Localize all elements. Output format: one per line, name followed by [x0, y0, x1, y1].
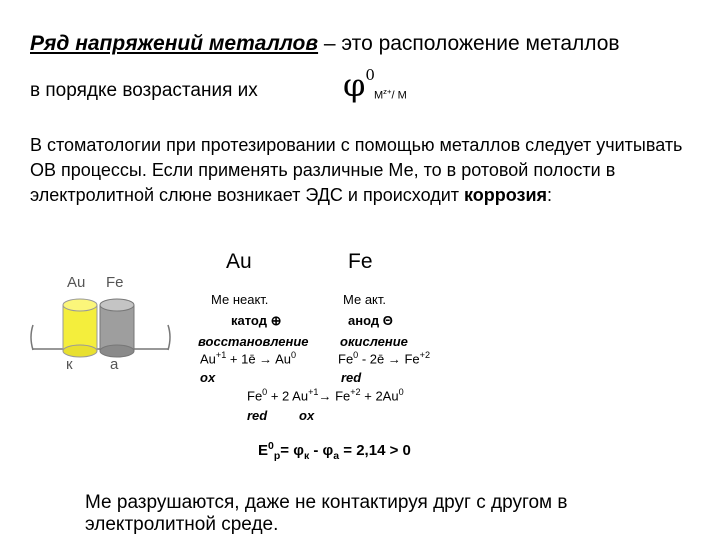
anode-pole-label: a — [110, 356, 119, 373]
gold-cylinder-top — [63, 299, 97, 311]
title-term: Ряд напряжений металлов — [30, 32, 319, 55]
electrolyte-right-bracket — [168, 325, 170, 350]
iron-cylinder — [100, 305, 134, 351]
iron-cylinder-top — [100, 299, 134, 311]
phi-superscript: 0 — [365, 66, 375, 85]
reductant-label-overall: red — [247, 408, 268, 423]
cathode-pole-label: к — [66, 356, 73, 373]
gold-half-reaction: $Au^{+1}$ + 1ē → $Au^0$ — [200, 350, 297, 367]
inactive-metal-label: Ме неакт. — [211, 292, 269, 307]
phi-symbol: $\varphi^0$ — [343, 66, 375, 104]
emf-equation: $E^0_р= \varphi_к - \varphi_a = 2,14 > 0$ — [258, 440, 411, 462]
gold-heading: Au — [226, 250, 252, 273]
reductant-label: red — [341, 370, 362, 385]
cathode-label: катод ⊕ — [231, 313, 282, 328]
anode-label: анод Θ — [348, 313, 393, 328]
title-definition: – это расположение металлов — [318, 32, 620, 55]
body-paragraph: В стоматологии при протезировании с помощью металлов следует учитывать ОВ процессы. Если применять различные Ме, то в ротовой полости в электролитной слюне возникает ЭДС и происходит коррозия: — [30, 135, 683, 205]
iron-heading: Fe — [348, 250, 373, 273]
keyword-corrosion: коррозия — [464, 185, 548, 205]
overall-reaction: $Fe^0 + 2$ $Au^{+1}\to Fe^{+2} + 2Au^0$ — [247, 387, 404, 404]
cylinder-diagram — [28, 270, 173, 380]
gold-cylinder — [63, 305, 97, 351]
active-metal-label: Ме акт. — [343, 292, 387, 307]
slide-title — [30, 32, 620, 56]
phi-subscript: $M^{z+}/$ M — [374, 87, 407, 102]
paragraph-text: В стоматологии при протезировании с помощью металлов следует учитывать ОВ процессы. Если применять различные Ме, то в ротовой полости в электролитной слюне возникает ЭДС и происходит — [30, 135, 683, 205]
cylinder-label-au: Au — [67, 274, 86, 291]
conclusion-text: Ме разрушаются, даже не контактируя друг с другом в электролитной среде. — [85, 492, 568, 535]
order-text: в порядке возрастания их — [30, 80, 258, 101]
oxidant-label: ox — [200, 370, 216, 385]
reduction-label: восстановление — [198, 334, 309, 349]
iron-half-reaction: Fe$^0$ - 2ē → $Fe^{+2}$ — [338, 350, 431, 367]
cylinder-label-fe: Fe — [106, 274, 124, 291]
oxidant-label-overall: ox — [299, 408, 315, 423]
electrolyte-left-bracket — [31, 325, 33, 350]
oxidation-label: окисление — [340, 334, 408, 349]
